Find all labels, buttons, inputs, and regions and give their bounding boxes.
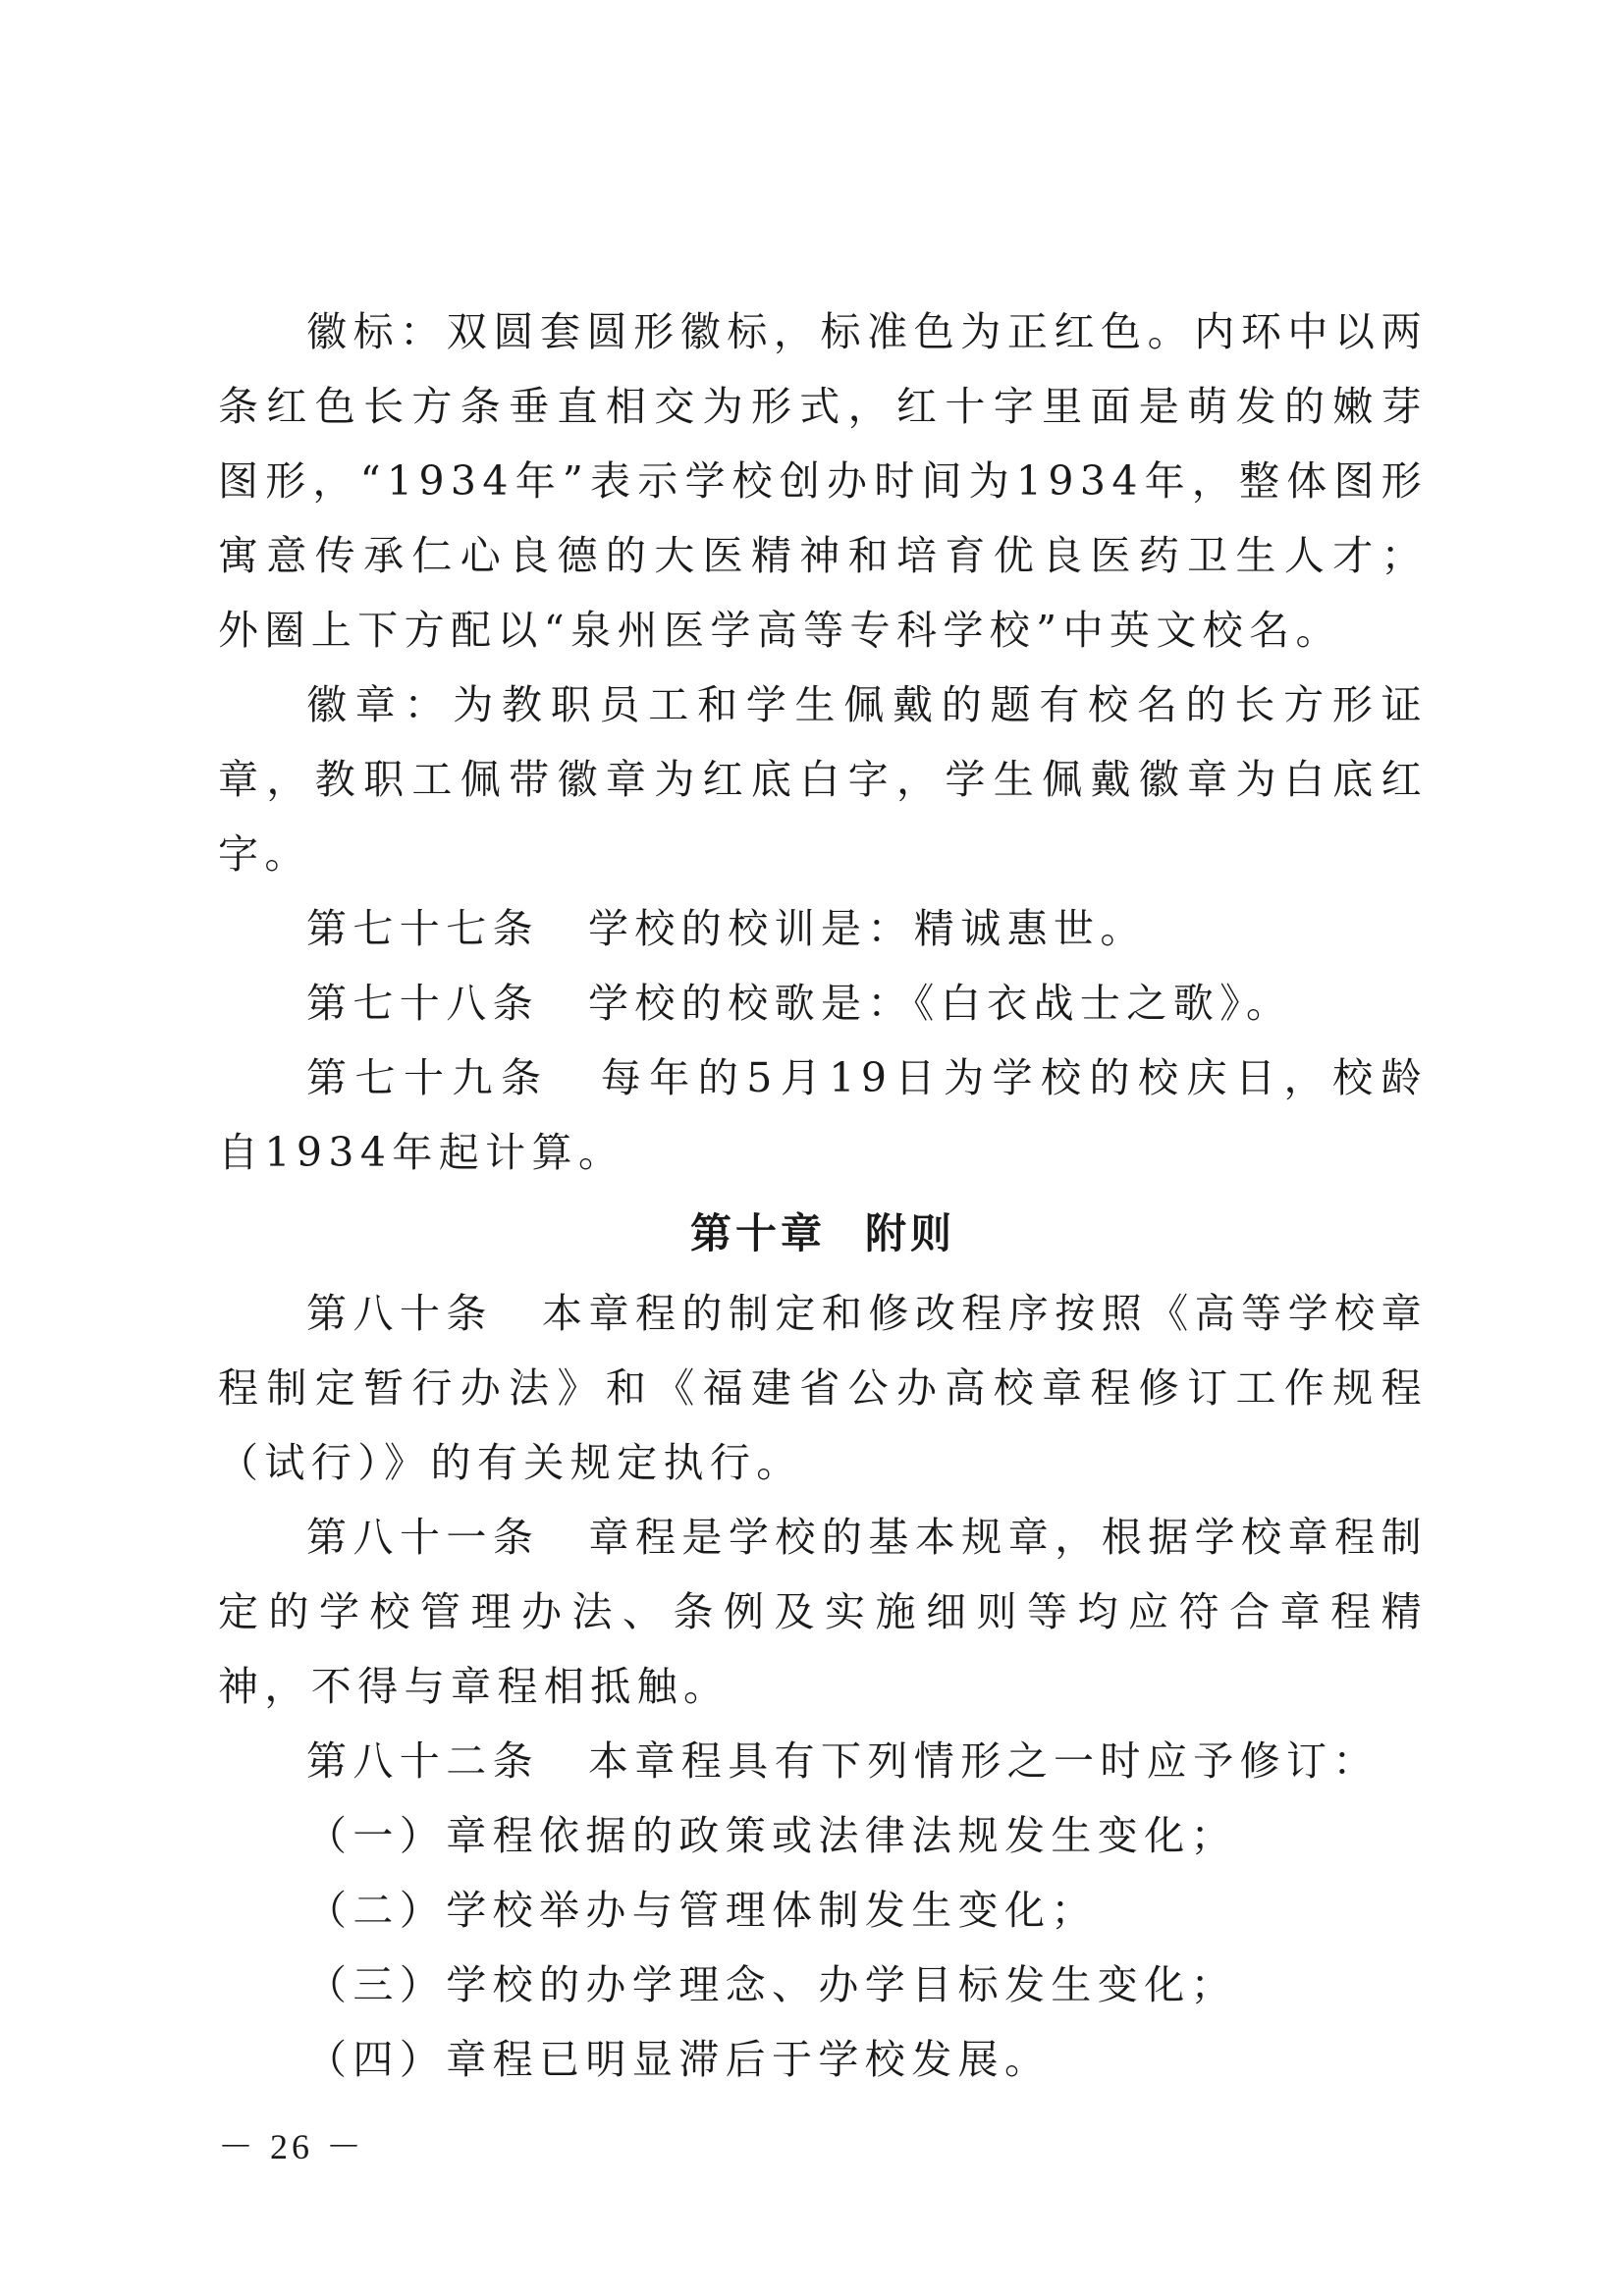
chapter-number: 第十章 xyxy=(689,1209,826,1257)
article-80 xyxy=(218,1276,1428,1500)
page-number: － 26 － xyxy=(218,2127,366,2166)
article-number: 第七十七条 xyxy=(306,905,539,952)
article-number: 第七十九条 xyxy=(306,1054,550,1101)
article-text: 学校的校歌是：《白衣战士之歌》。 xyxy=(588,980,1293,1027)
chapter-heading xyxy=(218,1203,1428,1264)
article-text: 本章程的制定和修改程序按照《高等学校章程制定暂行办法》和《福建省公办高校章程修订工作规程（试行）》的有关规定执行。 xyxy=(218,1290,1428,1486)
list-item: （一）章程依据的政策或法律法规发生变化； xyxy=(306,1812,1237,1859)
article-text: 本章程具有下列情形之一时应予修订： xyxy=(588,1737,1380,1785)
article-79 xyxy=(218,1041,1428,1190)
chapter-title: 附则 xyxy=(865,1209,956,1257)
article-81 xyxy=(218,1500,1428,1724)
article-text: 章程是学校的基本规章，根据学校章程制定的学校管理办法、条例及实施细则等均应符合章程精神，不得与章程相抵触。 xyxy=(218,1514,1428,1710)
list-item: （三）学校的办学理念、办学目标发生变化； xyxy=(306,1961,1237,2008)
badge-paragraph: 徽章：为教职员工和学生佩戴的题有校名的长方形证章，教职工佩带徽章为红底白字，学生佩戴徽章为白底红字。 xyxy=(218,681,1428,878)
emblem-paragraph: 徽标：双圆套圆形徽标，标准色为正红色。内环中以两条红色长方条垂直相交为形式，红十字里面是萌发的嫩芽图形，“1934年”表示学校创办时间为1934年，整体图形寓意传承仁心良德的大医精神和培育优良医药卫生人才；外圈上下方配以“泉州医学高等专科学校”中英文校名。 xyxy=(218,308,1428,654)
article-number: 第八十二条 xyxy=(306,1737,539,1785)
article-number: 第八十条 xyxy=(306,1290,493,1337)
article-number: 第八十一条 xyxy=(306,1514,540,1561)
article-77 xyxy=(218,891,1428,966)
article-number: 第七十八条 xyxy=(306,980,539,1027)
list-item: （二）学校举办与管理体制发生变化； xyxy=(306,1887,1098,1934)
document-body xyxy=(218,294,1428,2097)
article-text: 每年的5月19日为学校的校庆日，校龄自1934年起计算。 xyxy=(218,1054,1428,1176)
article-82 xyxy=(218,1724,1428,1798)
article-78 xyxy=(218,966,1428,1041)
article-text: 学校的校训是：精诚惠世。 xyxy=(588,905,1147,952)
list-item: （四）章程已明显滞后于学校发展。 xyxy=(306,2036,1052,2083)
